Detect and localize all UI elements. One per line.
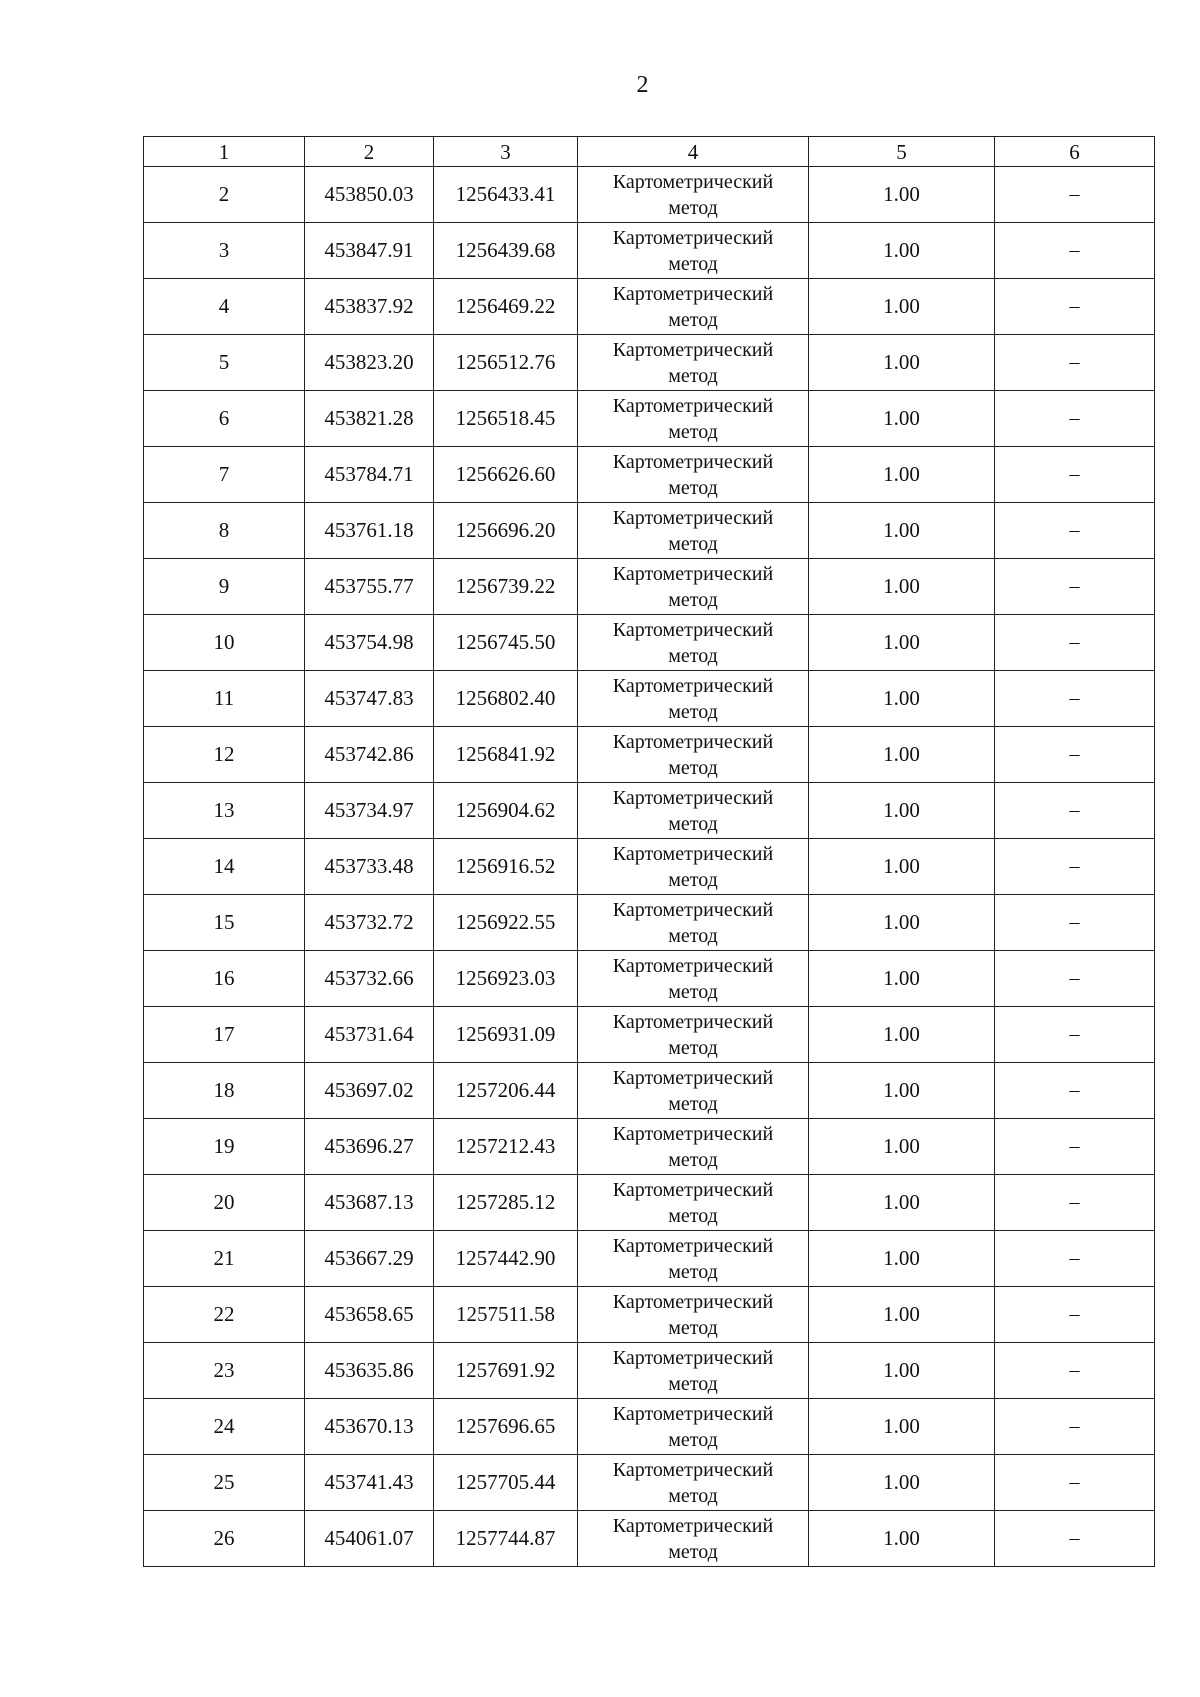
table-row — [144, 503, 1155, 559]
accuracy-cell: 1.00 — [809, 223, 995, 279]
coordinates-table-container — [143, 136, 1154, 1567]
note-cell: – — [995, 1399, 1155, 1455]
table-row — [144, 559, 1155, 615]
method-line-1: Картометрический — [612, 1346, 774, 1369]
table-row — [144, 447, 1155, 503]
note-cell: – — [995, 335, 1155, 391]
method-line-1: Картометрический — [612, 1122, 774, 1145]
method-line-2: метод — [668, 812, 718, 835]
header-cell-col-3: 3 — [434, 137, 578, 167]
point-number-cell: 13 — [144, 783, 305, 839]
table-row — [144, 1343, 1155, 1399]
note-cell: – — [995, 1175, 1155, 1231]
y-coordinate-cell: 1256922.55 — [434, 895, 578, 951]
method-line-1: Картометрический — [612, 730, 774, 753]
y-coordinate-cell: 1256904.62 — [434, 783, 578, 839]
note-cell: – — [995, 559, 1155, 615]
method-line-2: метод — [668, 924, 718, 947]
method-cell — [578, 895, 809, 951]
accuracy-cell: 1.00 — [809, 1511, 995, 1567]
table-row — [144, 1063, 1155, 1119]
method-line-2: метод — [668, 476, 718, 499]
method-cell — [578, 223, 809, 279]
note-cell: – — [995, 279, 1155, 335]
method-line-1: Картометрический — [612, 1178, 774, 1201]
x-coordinate-cell: 453734.97 — [305, 783, 434, 839]
method-line-1: Картометрический — [612, 1514, 774, 1537]
x-coordinate-cell: 453731.64 — [305, 1007, 434, 1063]
method-line-2: метод — [668, 1372, 718, 1395]
note-cell: – — [995, 1343, 1155, 1399]
method-line-2: метод — [668, 1484, 718, 1507]
point-number-cell: 6 — [144, 391, 305, 447]
note-cell: – — [995, 839, 1155, 895]
point-number-cell: 8 — [144, 503, 305, 559]
method-line-2: метод — [668, 252, 718, 275]
note-cell: – — [995, 783, 1155, 839]
table-body — [144, 167, 1155, 1567]
y-coordinate-cell: 1256696.20 — [434, 503, 578, 559]
method-line-2: метод — [668, 644, 718, 667]
method-line-2: метод — [668, 196, 718, 219]
method-line-2: метод — [668, 1316, 718, 1339]
method-line-1: Картометрический — [612, 450, 774, 473]
x-coordinate-cell: 453696.27 — [305, 1119, 434, 1175]
accuracy-cell: 1.00 — [809, 1007, 995, 1063]
method-line-1: Картометрический — [612, 1010, 774, 1033]
table-header — [144, 137, 1155, 167]
y-coordinate-cell: 1256916.52 — [434, 839, 578, 895]
note-cell: – — [995, 503, 1155, 559]
method-line-1: Картометрический — [612, 338, 774, 361]
table-row — [144, 1399, 1155, 1455]
note-cell: – — [995, 1007, 1155, 1063]
table-row — [144, 335, 1155, 391]
table-row — [144, 615, 1155, 671]
header-cell-col-2: 2 — [305, 137, 434, 167]
table-row — [144, 223, 1155, 279]
y-coordinate-cell: 1256931.09 — [434, 1007, 578, 1063]
method-cell — [578, 1455, 809, 1511]
x-coordinate-cell: 453742.86 — [305, 727, 434, 783]
method-cell — [578, 279, 809, 335]
method-cell — [578, 951, 809, 1007]
x-coordinate-cell: 453823.20 — [305, 335, 434, 391]
y-coordinate-cell: 1256745.50 — [434, 615, 578, 671]
method-cell — [578, 1287, 809, 1343]
y-coordinate-cell: 1256739.22 — [434, 559, 578, 615]
accuracy-cell: 1.00 — [809, 503, 995, 559]
y-coordinate-cell: 1256439.68 — [434, 223, 578, 279]
x-coordinate-cell: 453847.91 — [305, 223, 434, 279]
note-cell: – — [995, 1063, 1155, 1119]
method-line-2: метод — [668, 364, 718, 387]
x-coordinate-cell: 453697.02 — [305, 1063, 434, 1119]
page-number: 2 — [636, 72, 649, 98]
method-line-2: метод — [668, 980, 718, 1003]
x-coordinate-cell: 453635.86 — [305, 1343, 434, 1399]
method-cell — [578, 783, 809, 839]
method-line-2: метод — [668, 1036, 718, 1059]
y-coordinate-cell: 1256802.40 — [434, 671, 578, 727]
method-line-1: Картометрический — [612, 674, 774, 697]
header-cell-col-4: 4 — [578, 137, 809, 167]
point-number-cell: 24 — [144, 1399, 305, 1455]
accuracy-cell: 1.00 — [809, 447, 995, 503]
y-coordinate-cell: 1257442.90 — [434, 1231, 578, 1287]
y-coordinate-cell: 1256469.22 — [434, 279, 578, 335]
note-cell: – — [995, 1119, 1155, 1175]
point-number-cell: 17 — [144, 1007, 305, 1063]
table-row — [144, 895, 1155, 951]
method-cell — [578, 391, 809, 447]
header-cell-col-6: 6 — [995, 137, 1155, 167]
method-cell — [578, 1007, 809, 1063]
y-coordinate-cell: 1256626.60 — [434, 447, 578, 503]
point-number-cell: 3 — [144, 223, 305, 279]
accuracy-cell: 1.00 — [809, 895, 995, 951]
point-number-cell: 12 — [144, 727, 305, 783]
point-number-cell: 18 — [144, 1063, 305, 1119]
method-line-2: метод — [668, 1428, 718, 1451]
y-coordinate-cell: 1257285.12 — [434, 1175, 578, 1231]
note-cell: – — [995, 167, 1155, 223]
method-cell — [578, 335, 809, 391]
y-coordinate-cell: 1257212.43 — [434, 1119, 578, 1175]
table-row — [144, 1287, 1155, 1343]
y-coordinate-cell: 1256433.41 — [434, 167, 578, 223]
accuracy-cell: 1.00 — [809, 615, 995, 671]
accuracy-cell: 1.00 — [809, 671, 995, 727]
point-number-cell: 5 — [144, 335, 305, 391]
method-line-2: метод — [668, 1260, 718, 1283]
accuracy-cell: 1.00 — [809, 727, 995, 783]
table-row — [144, 391, 1155, 447]
table-row — [144, 727, 1155, 783]
x-coordinate-cell: 453821.28 — [305, 391, 434, 447]
accuracy-cell: 1.00 — [809, 839, 995, 895]
table-row — [144, 1231, 1155, 1287]
coordinates-table — [143, 136, 1155, 1567]
accuracy-cell: 1.00 — [809, 1287, 995, 1343]
method-cell — [578, 1119, 809, 1175]
x-coordinate-cell: 453732.72 — [305, 895, 434, 951]
method-cell — [578, 1063, 809, 1119]
accuracy-cell: 1.00 — [809, 167, 995, 223]
method-line-2: метод — [668, 868, 718, 891]
x-coordinate-cell: 454061.07 — [305, 1511, 434, 1567]
x-coordinate-cell: 453733.48 — [305, 839, 434, 895]
method-line-1: Картометрический — [612, 1234, 774, 1257]
accuracy-cell: 1.00 — [809, 1231, 995, 1287]
method-cell — [578, 167, 809, 223]
method-cell — [578, 559, 809, 615]
method-line-1: Картометрический — [612, 170, 774, 193]
note-cell: – — [995, 727, 1155, 783]
method-line-1: Картометрический — [612, 506, 774, 529]
y-coordinate-cell: 1257511.58 — [434, 1287, 578, 1343]
accuracy-cell: 1.00 — [809, 1063, 995, 1119]
table-row — [144, 1119, 1155, 1175]
x-coordinate-cell: 453747.83 — [305, 671, 434, 727]
table-row — [144, 1511, 1155, 1567]
accuracy-cell: 1.00 — [809, 335, 995, 391]
accuracy-cell: 1.00 — [809, 1119, 995, 1175]
method-cell — [578, 727, 809, 783]
point-number-cell: 26 — [144, 1511, 305, 1567]
method-line-2: метод — [668, 532, 718, 555]
x-coordinate-cell: 453784.71 — [305, 447, 434, 503]
point-number-cell: 16 — [144, 951, 305, 1007]
point-number-cell: 22 — [144, 1287, 305, 1343]
y-coordinate-cell: 1257744.87 — [434, 1511, 578, 1567]
method-cell — [578, 1343, 809, 1399]
method-cell — [578, 1231, 809, 1287]
method-cell — [578, 615, 809, 671]
x-coordinate-cell: 453667.29 — [305, 1231, 434, 1287]
note-cell: – — [995, 1231, 1155, 1287]
note-cell: – — [995, 1455, 1155, 1511]
x-coordinate-cell: 453670.13 — [305, 1399, 434, 1455]
table-row — [144, 167, 1155, 223]
method-cell — [578, 503, 809, 559]
x-coordinate-cell: 453754.98 — [305, 615, 434, 671]
point-number-cell: 14 — [144, 839, 305, 895]
method-line-1: Картометрический — [612, 954, 774, 977]
y-coordinate-cell: 1256841.92 — [434, 727, 578, 783]
table-row — [144, 839, 1155, 895]
point-number-cell: 15 — [144, 895, 305, 951]
method-line-2: метод — [668, 308, 718, 331]
x-coordinate-cell: 453837.92 — [305, 279, 434, 335]
point-number-cell: 10 — [144, 615, 305, 671]
accuracy-cell: 1.00 — [809, 951, 995, 1007]
y-coordinate-cell: 1256512.76 — [434, 335, 578, 391]
y-coordinate-cell: 1257705.44 — [434, 1455, 578, 1511]
method-line-1: Картометрический — [612, 618, 774, 641]
method-line-1: Картометрический — [612, 1066, 774, 1089]
point-number-cell: 4 — [144, 279, 305, 335]
method-line-1: Картометрический — [612, 1458, 774, 1481]
x-coordinate-cell: 453658.65 — [305, 1287, 434, 1343]
header-cell-col-1: 1 — [144, 137, 305, 167]
method-line-2: метод — [668, 1540, 718, 1563]
note-cell: – — [995, 615, 1155, 671]
method-cell — [578, 447, 809, 503]
note-cell: – — [995, 223, 1155, 279]
table-row — [144, 1455, 1155, 1511]
method-line-2: метод — [668, 588, 718, 611]
method-line-2: метод — [668, 700, 718, 723]
method-line-1: Картометрический — [612, 786, 774, 809]
accuracy-cell: 1.00 — [809, 783, 995, 839]
accuracy-cell: 1.00 — [809, 391, 995, 447]
method-line-2: метод — [668, 756, 718, 779]
method-cell — [578, 1399, 809, 1455]
method-cell — [578, 839, 809, 895]
point-number-cell: 7 — [144, 447, 305, 503]
header-row — [144, 137, 1155, 167]
method-line-1: Картометрический — [612, 394, 774, 417]
y-coordinate-cell: 1256518.45 — [434, 391, 578, 447]
method-line-1: Картометрический — [612, 226, 774, 249]
note-cell: – — [995, 671, 1155, 727]
point-number-cell: 19 — [144, 1119, 305, 1175]
x-coordinate-cell: 453687.13 — [305, 1175, 434, 1231]
method-line-1: Картометрический — [612, 282, 774, 305]
point-number-cell: 23 — [144, 1343, 305, 1399]
x-coordinate-cell: 453755.77 — [305, 559, 434, 615]
table-row — [144, 783, 1155, 839]
table-row — [144, 671, 1155, 727]
method-line-1: Картометрический — [612, 842, 774, 865]
point-number-cell: 11 — [144, 671, 305, 727]
header-cell-col-5: 5 — [809, 137, 995, 167]
point-number-cell: 21 — [144, 1231, 305, 1287]
method-cell — [578, 671, 809, 727]
x-coordinate-cell: 453761.18 — [305, 503, 434, 559]
x-coordinate-cell: 453741.43 — [305, 1455, 434, 1511]
note-cell: – — [995, 951, 1155, 1007]
point-number-cell: 2 — [144, 167, 305, 223]
x-coordinate-cell: 453732.66 — [305, 951, 434, 1007]
y-coordinate-cell: 1256923.03 — [434, 951, 578, 1007]
point-number-cell: 25 — [144, 1455, 305, 1511]
accuracy-cell: 1.00 — [809, 1343, 995, 1399]
method-cell — [578, 1511, 809, 1567]
method-line-2: метод — [668, 1148, 718, 1171]
note-cell: – — [995, 1511, 1155, 1567]
accuracy-cell: 1.00 — [809, 1455, 995, 1511]
x-coordinate-cell: 453850.03 — [305, 167, 434, 223]
method-cell — [578, 1175, 809, 1231]
point-number-cell: 20 — [144, 1175, 305, 1231]
table-row — [144, 279, 1155, 335]
y-coordinate-cell: 1257691.92 — [434, 1343, 578, 1399]
point-number-cell: 9 — [144, 559, 305, 615]
method-line-2: метод — [668, 1092, 718, 1115]
method-line-2: метод — [668, 1204, 718, 1227]
method-line-1: Картометрический — [612, 1402, 774, 1425]
method-line-1: Картометрический — [612, 562, 774, 585]
y-coordinate-cell: 1257696.65 — [434, 1399, 578, 1455]
table-row — [144, 1007, 1155, 1063]
note-cell: – — [995, 1287, 1155, 1343]
method-line-2: метод — [668, 420, 718, 443]
accuracy-cell: 1.00 — [809, 559, 995, 615]
note-cell: – — [995, 895, 1155, 951]
accuracy-cell: 1.00 — [809, 279, 995, 335]
table-row — [144, 951, 1155, 1007]
method-line-1: Картометрический — [612, 898, 774, 921]
note-cell: – — [995, 391, 1155, 447]
y-coordinate-cell: 1257206.44 — [434, 1063, 578, 1119]
note-cell: – — [995, 447, 1155, 503]
method-line-1: Картометрический — [612, 1290, 774, 1313]
accuracy-cell: 1.00 — [809, 1175, 995, 1231]
table-row — [144, 1175, 1155, 1231]
accuracy-cell: 1.00 — [809, 1399, 995, 1455]
